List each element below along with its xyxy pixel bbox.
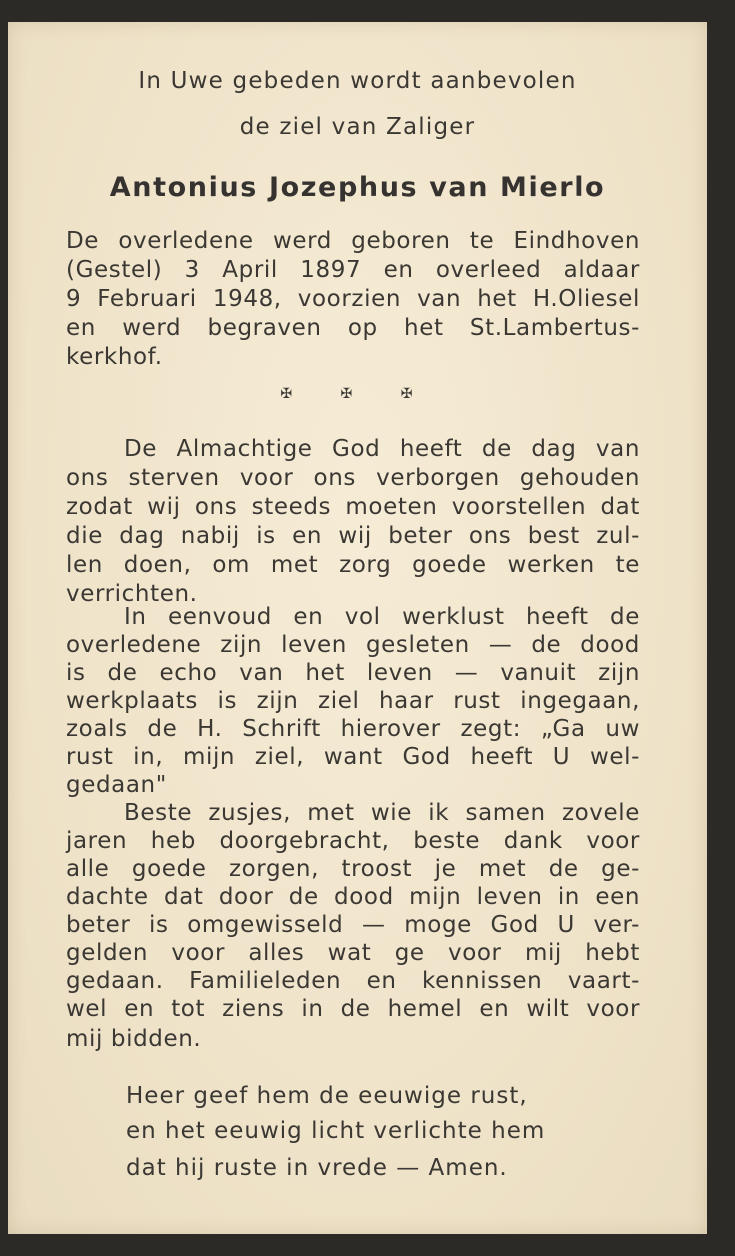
biography-line: (Gestel) 3 April 1897 en overleed aldaar (66, 257, 640, 283)
biography-line: De overledene werd geboren te Eindhoven (66, 228, 640, 254)
prayer-line: en het eeuwig licht verlichte hem (126, 1118, 546, 1144)
meditation-line: gedaan" (66, 772, 167, 798)
meditation-line: dachte dat door de dood mijn leven in een (66, 884, 640, 910)
meditation-line: is de echo van het leven — vanuit zijn (66, 660, 640, 686)
meditation-line: gedaan. Familieleden en kennissen vaart- (66, 968, 640, 994)
meditation-line: verrichten. (66, 581, 198, 607)
meditation-line: jaren heb doorgebracht, beste dank voor (66, 828, 640, 854)
meditation-line: die dag nabij is en wij beter ons best zul- (66, 523, 640, 549)
biography-line: 9 Februari 1948, voorzien van het H.Oliesel (66, 286, 640, 312)
deceased-name: Antonius Jozephus van Mierlo (109, 172, 606, 203)
cross-separator: ✠ ✠ ✠ (280, 386, 435, 402)
prayer-line: dat hij ruste in vrede — Amen. (126, 1155, 508, 1181)
meditation-line: len doen, om met zorg goede werken te (66, 552, 640, 578)
meditation-line: Beste zusjes, met wie ik samen zovele (124, 800, 640, 826)
prayer-line: Heer geef hem de eeuwige rust, (126, 1083, 528, 1109)
meditation-line: wel en tot ziens in de hemel en wilt voor (66, 996, 640, 1022)
meditation-line: werkplaats is zijn ziel haar rust ingegaan, (66, 688, 640, 714)
meditation-line: gelden voor alles wat ge voor mij hebt (66, 940, 640, 966)
intro-line-2: de ziel van Zaliger (239, 114, 476, 140)
meditation-line: zodat wij ons steeds moeten voorstellen dat (66, 494, 640, 520)
biography-line: kerkhof. (66, 344, 163, 370)
meditation-line: rust in, mijn ziel, want God heeft U wel- (66, 744, 640, 770)
meditation-line: ons sterven voor ons verborgen gehouden (66, 465, 640, 491)
biography-line: en werd begraven op het St.Lambertus- (66, 315, 640, 341)
meditation-line: De Almachtige God heeft de dag van (124, 436, 640, 462)
memorial-card (8, 22, 707, 1234)
meditation-line: In eenvoud en vol werklust heeft de (124, 604, 640, 630)
intro-line: In Uwe gebeden wordt aanbevolen (138, 68, 577, 94)
meditation-line: alle goede zorgen, troost je met de ge- (66, 856, 640, 882)
meditation-line: beter is omgewisseld — moge God U ver- (66, 912, 640, 938)
meditation-line: zoals de H. Schrift hierover zegt: „Ga uw (66, 716, 640, 742)
meditation-line: mij bidden. (66, 1026, 202, 1052)
meditation-line: overledene zijn leven gesleten — de dood (66, 632, 640, 658)
